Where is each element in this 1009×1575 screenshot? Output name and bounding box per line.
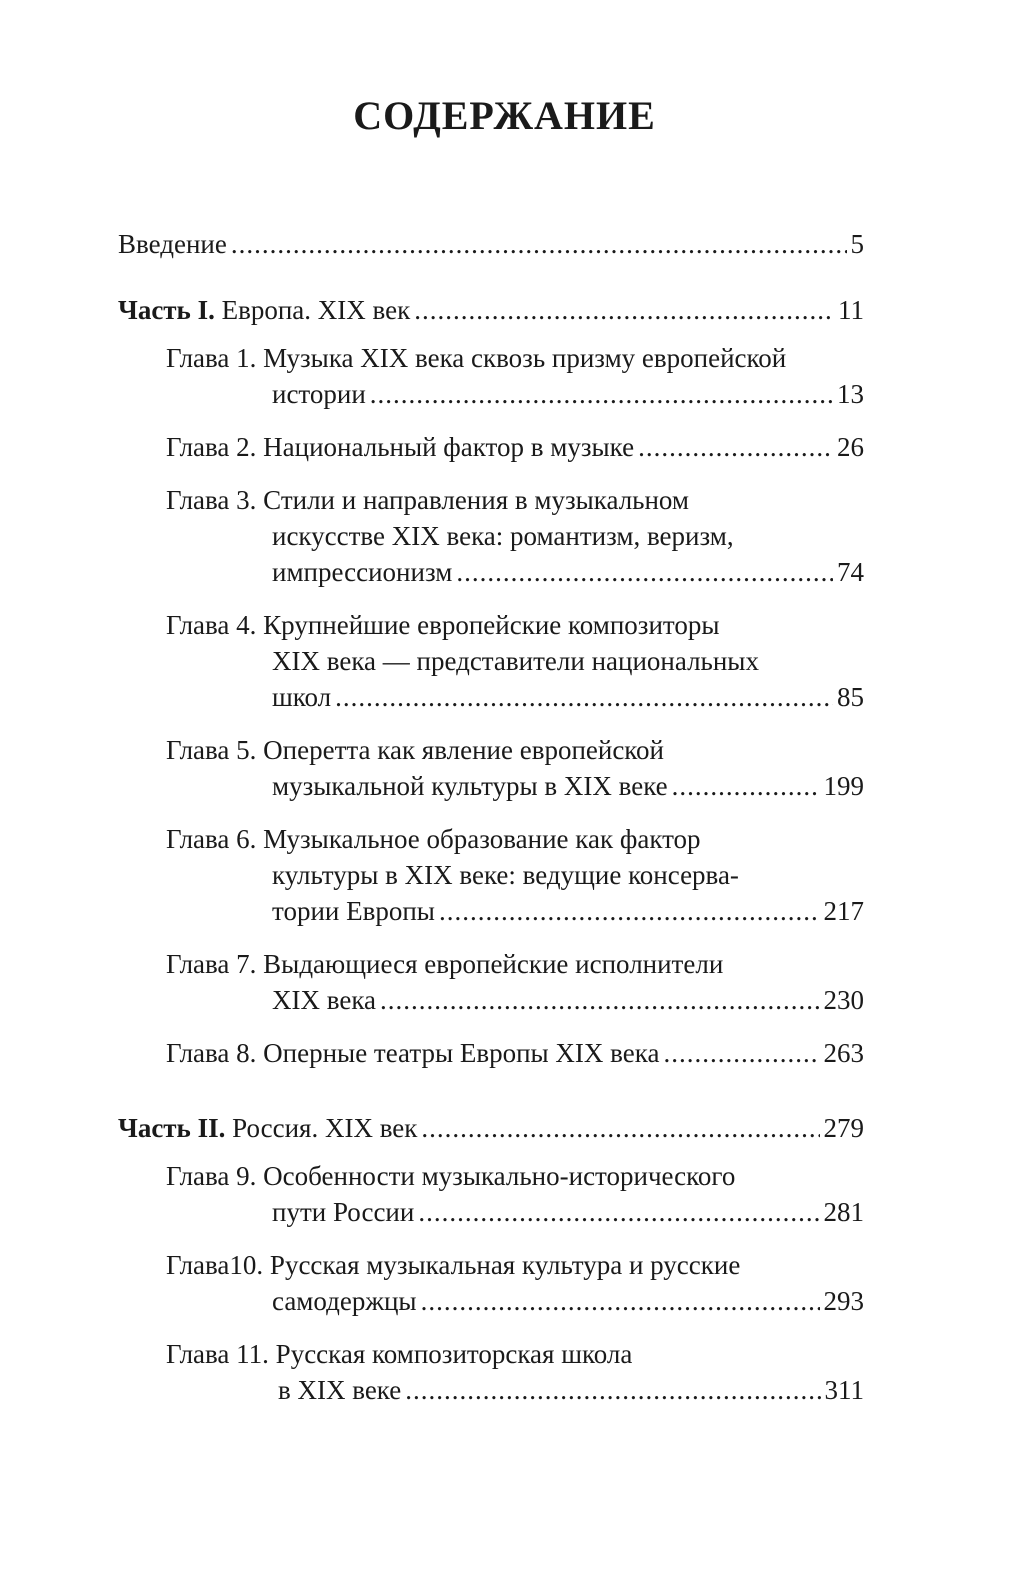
chapter-title-line: Крупнейшие европейские композиторы — [263, 610, 720, 640]
toc-page-number: 74 — [837, 557, 864, 587]
chapter-title-line: Национальный фактор в музыке — [263, 432, 635, 462]
toc-page-number: 13 — [837, 379, 864, 409]
toc-chapter-1[interactable] — [118, 340, 864, 412]
dot-leader — [672, 768, 820, 804]
toc-chapter-8[interactable] — [118, 1035, 864, 1071]
toc-page-number: 5 — [850, 229, 864, 259]
dot-leader — [418, 1194, 819, 1230]
toc-chapter-3[interactable] — [118, 482, 864, 590]
chapter-title-line: в XIX веке — [278, 1375, 402, 1405]
chapter-title-line: музыкальной культуры в XIX веке — [272, 771, 668, 801]
part-label: Россия. XIX век — [232, 1113, 418, 1143]
chapter-prefix: Глава10. — [166, 1250, 264, 1280]
dot-leader — [380, 982, 819, 1018]
dot-leader — [663, 1035, 819, 1071]
toc-page-number: 217 — [823, 896, 864, 926]
dot-leader — [456, 554, 833, 590]
dot-leader — [439, 893, 820, 929]
chapter-prefix: Глава 4. — [166, 610, 257, 640]
chapter-title-line: Русская композиторская школа — [275, 1339, 633, 1369]
toc-page-number: 281 — [823, 1197, 864, 1227]
table-of-contents — [118, 226, 864, 1425]
part-label: Европа. XIX век — [221, 295, 411, 325]
chapter-title-line: истории — [272, 379, 366, 409]
toc-chapter-9[interactable] — [118, 1158, 864, 1230]
part-prefix: Часть I. — [118, 295, 215, 325]
toc-page-number: 263 — [823, 1038, 864, 1068]
dot-leader — [414, 292, 834, 328]
chapter-title-line: XIX века — представители национальных — [272, 646, 759, 676]
toc-chapter-2[interactable] — [118, 429, 864, 465]
chapter-title-line: Русская музыкальная культура и русские — [269, 1250, 741, 1280]
chapter-title-line: XIX века — [272, 985, 377, 1015]
part-prefix: Часть II. — [118, 1113, 226, 1143]
toc-part-1[interactable] — [118, 292, 864, 328]
chapter-title-line: Особенности музыкально-исторического — [263, 1161, 736, 1191]
chapter-title-line: тории Европы — [272, 896, 435, 926]
page-title: СОДЕРЖАНИЕ — [353, 93, 656, 138]
chapter-title-line: культуры в XIX веке: ведущие консерва- — [272, 860, 739, 890]
chapter-title-line: Выдающиеся европейские исполнители — [263, 949, 724, 979]
chapter-prefix: Глава 8. — [166, 1038, 257, 1068]
dot-leader — [370, 376, 833, 412]
toc-chapter-5[interactable] — [118, 732, 864, 804]
chapter-title-line: самодержцы — [272, 1286, 417, 1316]
toc-page-number: 230 — [823, 985, 864, 1015]
toc-page-number: 26 — [837, 432, 864, 462]
toc-page-number: 199 — [823, 771, 864, 801]
chapter-prefix: Глава 1. — [166, 343, 257, 373]
toc-chapter-4[interactable] — [118, 607, 864, 715]
toc-chapter-6[interactable] — [118, 821, 864, 929]
chapter-title-line: Оперные театры Европы XIX века — [263, 1038, 660, 1068]
toc-page-number: 293 — [823, 1286, 864, 1316]
chapter-title-line: пути России — [272, 1197, 415, 1227]
chapter-prefix: Глава 9. — [166, 1161, 257, 1191]
toc-chapter-7[interactable] — [118, 946, 864, 1018]
chapter-prefix: Глава 2. — [166, 432, 257, 462]
chapter-title-line: Оперетта как явление европейской — [263, 735, 665, 765]
toc-chapter-10[interactable] — [118, 1247, 864, 1319]
chapter-prefix: Глава 6. — [166, 824, 257, 854]
toc-entry-label: Введение — [118, 229, 227, 259]
chapter-title-line: школ — [272, 682, 332, 712]
chapter-title-line: искусстве XIX века: романтизм, веризм, — [272, 521, 734, 551]
dot-leader — [335, 679, 833, 715]
chapter-title-line: Музыкальное образование как фактор — [263, 824, 701, 854]
chapter-title-line: Стили и направления в музыкальном — [263, 485, 690, 515]
toc-part-2[interactable] — [118, 1110, 864, 1146]
toc-page-number: 11 — [838, 295, 864, 325]
toc-page-number: 279 — [823, 1113, 864, 1143]
chapter-prefix: Глава 3. — [166, 485, 257, 515]
toc-entry-intro[interactable] — [118, 226, 864, 262]
dot-leader — [421, 1283, 820, 1319]
dot-leader — [231, 226, 847, 262]
dot-leader — [405, 1372, 820, 1408]
toc-page-number: 311 — [824, 1375, 864, 1405]
dot-leader — [638, 429, 833, 465]
toc-chapter-11[interactable] — [118, 1336, 864, 1408]
dot-leader — [421, 1110, 819, 1146]
chapter-title-line: Музыка XIX века сквозь призму европейской — [263, 343, 787, 373]
chapter-prefix: Глава 11. — [166, 1339, 269, 1369]
chapter-prefix: Глава 5. — [166, 735, 257, 765]
chapter-title-line: импрессионизм — [272, 557, 453, 587]
toc-page-number: 85 — [837, 682, 864, 712]
chapter-prefix: Глава 7. — [166, 949, 257, 979]
